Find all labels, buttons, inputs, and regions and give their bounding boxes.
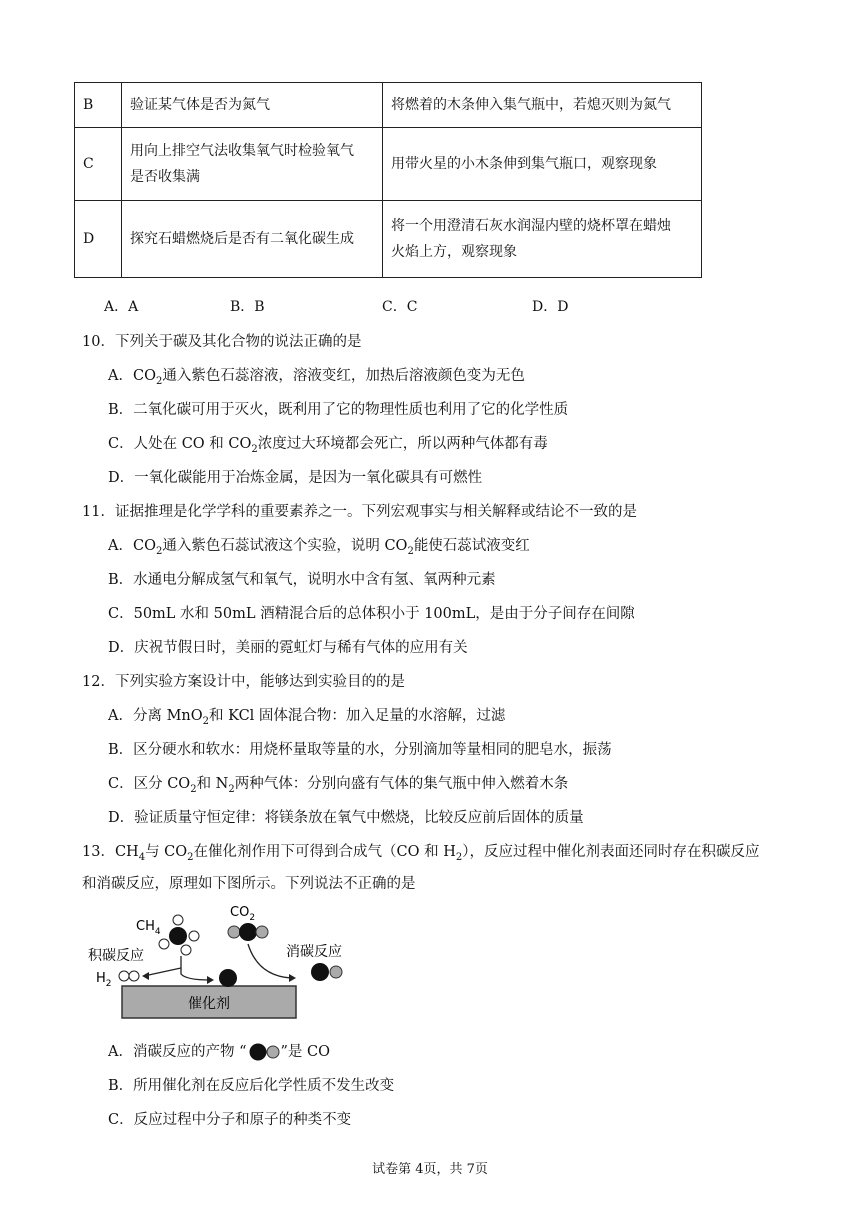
h2-label: $H_2$	[96, 971, 112, 989]
ch4-label: $CH_4$	[136, 919, 161, 937]
carbon-atom-icon	[219, 969, 237, 987]
reaction-diagram	[86, 898, 376, 1022]
q10-option-a[interactable]: A．$CO_2$通入紫色石蕊溶液，溶液变红，加热后溶液颜色变为无色	[108, 368, 525, 387]
table-row	[75, 128, 702, 201]
q11-option-c[interactable]: C．50mL 水和 50mL 酒精混合后的总体积小于 100mL，是由于分子间存在间隙	[108, 606, 635, 622]
table-row	[75, 83, 702, 128]
row-label: B	[75, 83, 122, 128]
q12-stem: 12．下列实验方案设计中，能够达到实验目的的是	[82, 674, 405, 690]
choice-c[interactable]: C．C	[382, 299, 418, 315]
row-label: D	[75, 201, 122, 278]
arrows	[144, 944, 291, 980]
catalyst-label: 催化剂	[188, 996, 230, 1012]
table-row	[75, 201, 702, 278]
ch4-molecule-icon	[159, 915, 199, 955]
q13-stem-line2: 和消碳反应，原理如下图所示。下列说法不正确的是	[82, 876, 416, 892]
q13-stem-line1: 13．$CH_4$与 $CO_2$在催化剂作用下可得到合成气（CO 和 $H_2$），反应过程中催化剂表面还同时存在积碳反应	[82, 844, 760, 863]
page-footer: 试卷第 4页，共 7页	[372, 1162, 488, 1177]
co-molecule-icon	[311, 963, 342, 981]
row-method: 用带火星的小木条伸到集气瓶口，观察现象	[383, 128, 702, 201]
choice-d[interactable]: D．D	[532, 299, 569, 315]
q10-option-d[interactable]: D．一氧化碳能用于冶炼金属，是因为一氧化碳具有可燃性	[108, 470, 483, 486]
co-molecule-inline-icon	[247, 1043, 281, 1061]
q13-option-b[interactable]: B．所用催化剂在反应后化学性质不发生改变	[108, 1078, 395, 1094]
q12-option-a[interactable]: A．分离 MnO$_2$和 KCl 固体混合物：加入足量的水溶解，过滤	[108, 708, 506, 727]
choice-a[interactable]: A．A	[104, 299, 139, 315]
row-purpose: 验证某气体是否为氮气	[122, 83, 383, 128]
q12-option-b[interactable]: B．区分硬水和软水：用烧杯量取等量的水，分别滴加等量相同的肥皂水，振荡	[108, 742, 612, 758]
co2-molecule-icon	[228, 923, 268, 941]
q11-stem: 11．证据推理是化学学科的重要素养之一。下列宏观事实与相关解释或结论不一致的是	[82, 504, 637, 520]
row-purpose: 用向上排空气法收集氧气时检验氧气 是否收集满	[122, 128, 383, 201]
q11-option-b[interactable]: B．水通电分解成氢气和氧气，说明水中含有氢、氧两种元素	[108, 572, 496, 588]
q13-option-a[interactable]: A．消碳反应的产物 “ ”是 CO	[108, 1044, 331, 1060]
q12-option-c[interactable]: C．区分 $CO_2$和 $N_2$两种气体：分别向盛有气体的集气瓶中伸入燃着木条	[108, 776, 569, 795]
row-method: 将燃着的木条伸入集气瓶中，若熄灭则为氮气	[383, 83, 702, 128]
q11-option-d[interactable]: D．庆祝节假日时，美丽的霓虹灯与稀有气体的应用有关	[108, 640, 468, 656]
h2-molecule-icon	[119, 971, 139, 981]
choice-b[interactable]: B．B	[230, 299, 265, 315]
xiaotan-label: 消碳反应	[286, 944, 342, 960]
row-purpose: 探究石蜡燃烧后是否有二氧化碳生成	[122, 201, 383, 278]
q12-option-d[interactable]: D．验证质量守恒定律：将镁条放在氧气中燃烧，比较反应前后固体的质量	[108, 810, 584, 826]
row-label: C	[75, 128, 122, 201]
co2-label: $CO_2$	[230, 905, 256, 923]
q13-option-c[interactable]: C．反应过程中分子和原子的种类不变	[108, 1112, 352, 1128]
jitan-label: 积碳反应	[88, 948, 144, 964]
q10-option-b[interactable]: B．二氧化碳可用于灭火，既利用了它的物理性质也利用了它的化学性质	[108, 402, 569, 418]
options-table	[74, 82, 702, 278]
q11-option-a[interactable]: A．$CO_2$通入紫色石蕊试液这个实验，说明 $CO_2$能使石蕊试液变红	[108, 538, 530, 557]
q10-option-c[interactable]: C．人处在 CO 和 $CO_2$浓度过大环境都会死亡，所以两种气体都有毒	[108, 436, 548, 455]
row-method: 将一个用澄清石灰水润湿内壁的烧杯罩在蜡烛 火焰上方，观察现象	[383, 201, 702, 278]
q10-stem: 10．下列关于碳及其化合物的说法正确的是	[82, 334, 362, 350]
